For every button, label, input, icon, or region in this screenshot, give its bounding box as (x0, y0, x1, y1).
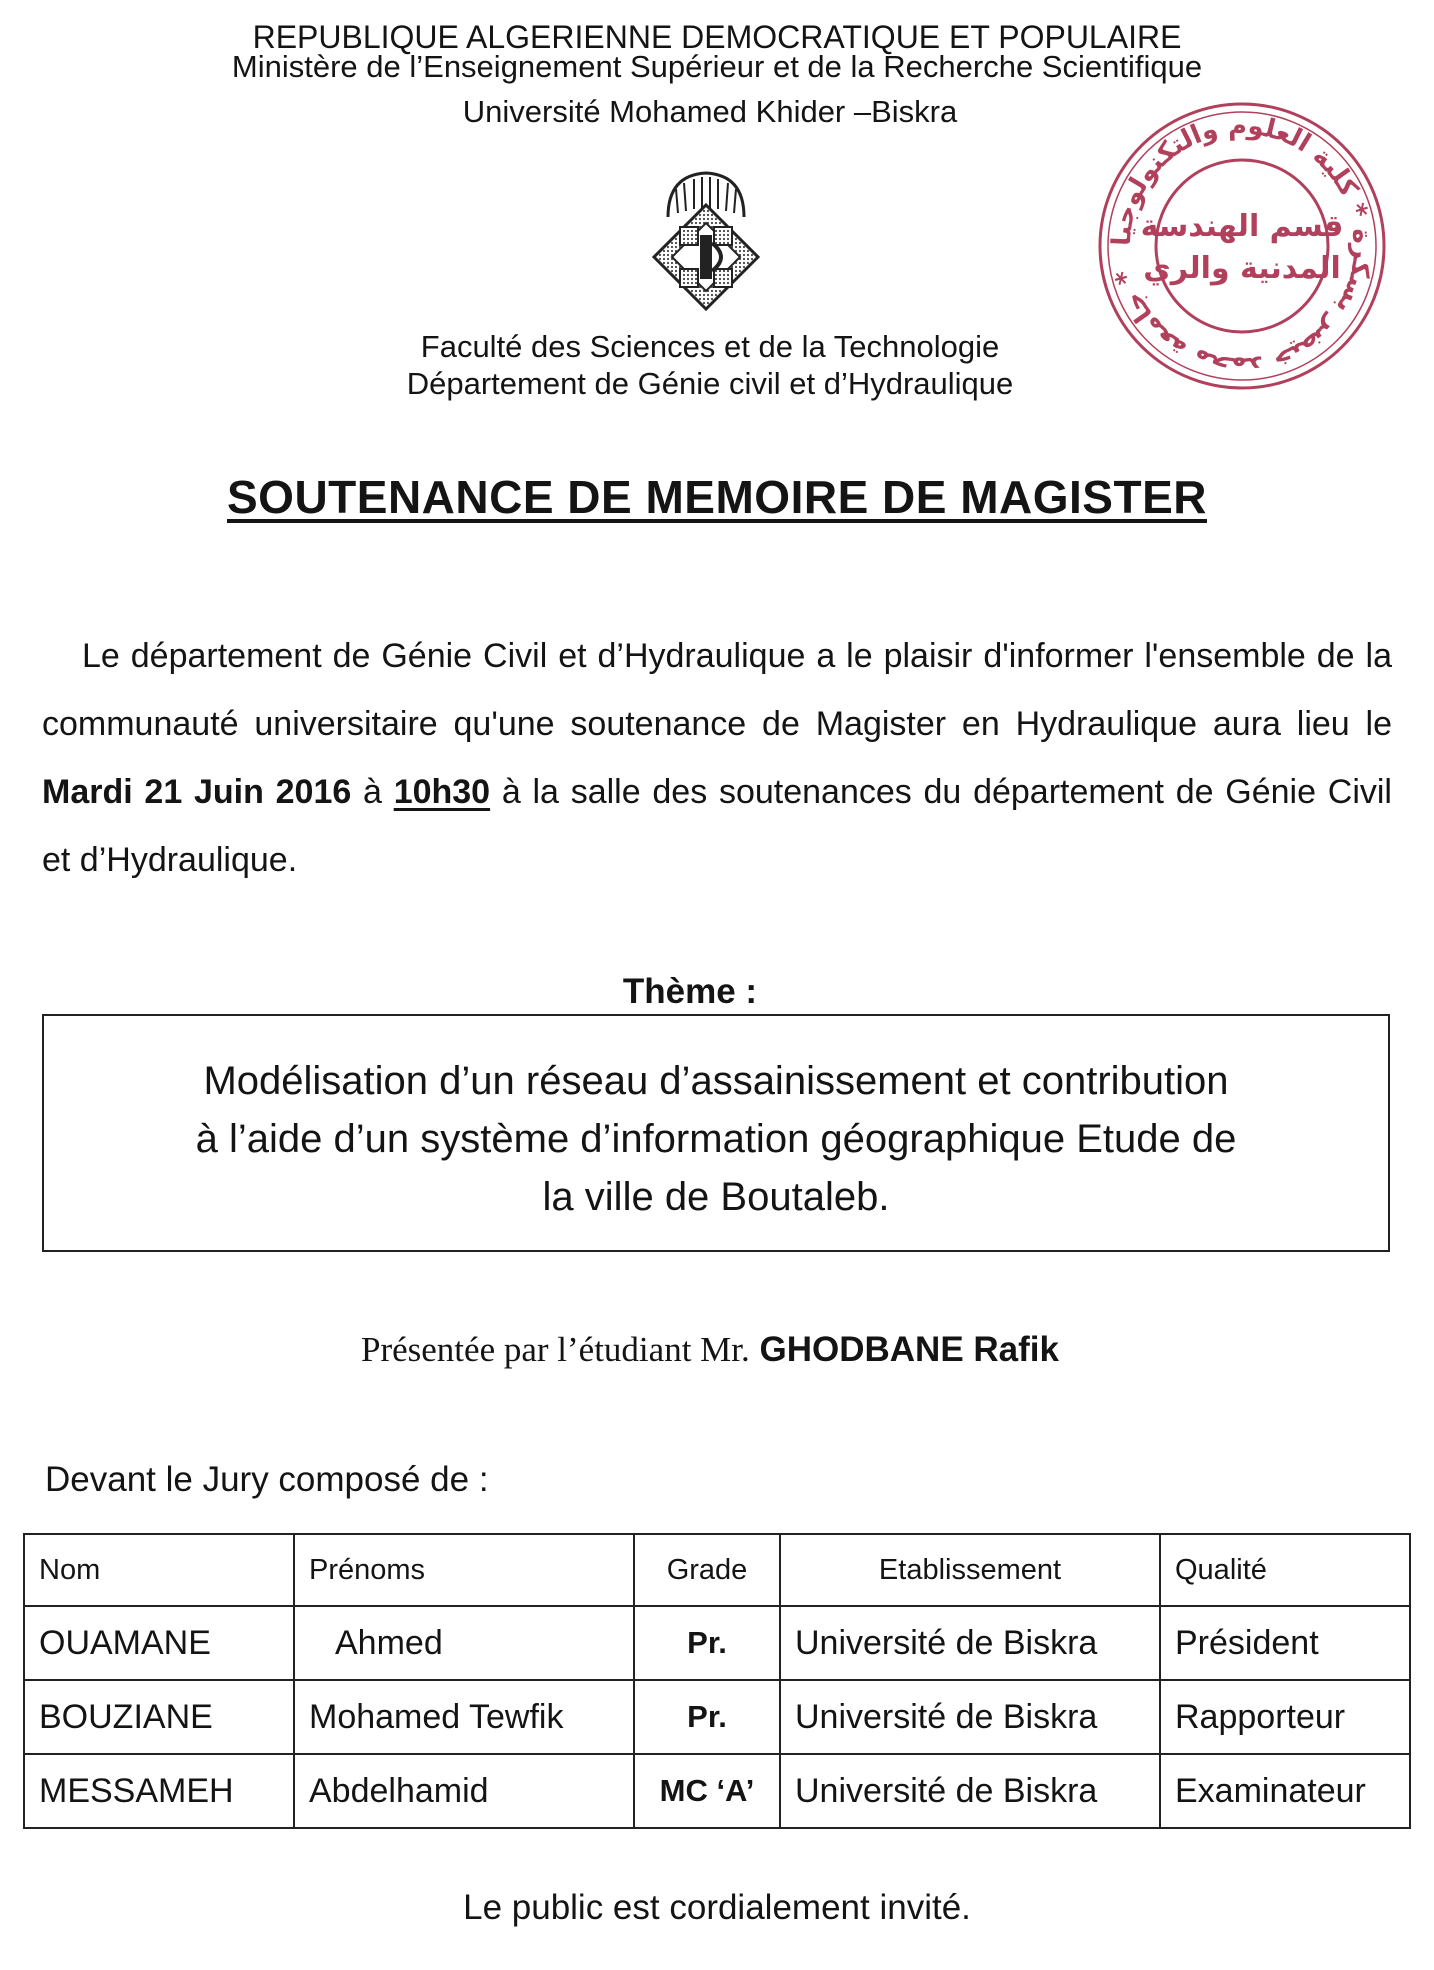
header-republic: REPUBLIQUE ALGERIENNE DEMOCRATIQUE ET POPULAIRE (252, 19, 1182, 55)
table-row (24, 1754, 1410, 1828)
theme-text (44, 1052, 1388, 1226)
header-etablissement: Etablissement (780, 1534, 1160, 1606)
announcement-paragraph (42, 622, 1392, 894)
jury-etablissement: Université de Biskra (780, 1754, 1160, 1828)
presented-prefix: Présentée par l’étudiant Mr. (361, 1330, 750, 1369)
theme-line-3: la ville de Boutaleb. (542, 1175, 890, 1219)
announcement-text-1: Le département de Génie Civil et d’Hydraulique a le plaisir d'informer l'ensemble de la communauté universitaire qu'une soutenance de Magister en Hydraulique aura lieu le (42, 637, 1392, 743)
jury-qualite: Examinateur (1160, 1754, 1410, 1828)
header-prenoms: Prénoms (294, 1534, 634, 1606)
jury-prenoms: Mohamed Tewfik (294, 1680, 634, 1754)
header-qualite: Qualité (1160, 1534, 1410, 1606)
jury-grade: Pr. (634, 1606, 780, 1680)
svg-text:جامعة محمد خيضر بسكرة * كلية ا (1107, 111, 1377, 381)
jury-grade: MC ‘A’ (634, 1754, 780, 1828)
stamp-ring-text: جامعة محمد خيضر بسكرة * كلية العلوم والتكنولوجيا * (1106, 110, 1378, 382)
defense-time: 10h30 (393, 773, 491, 811)
announcement-text-2: à (351, 773, 394, 811)
header-grade: Grade (634, 1534, 780, 1606)
stamp-center-line1: قسم الهندسة (1140, 209, 1344, 244)
header-ministry: Ministère de l’Enseignement Supérieur et de la Recherche Scientifique (231, 49, 1203, 84)
jury-nom: MESSAMEH (24, 1754, 294, 1828)
jury-intro: Devant le Jury composé de : (45, 1460, 489, 1499)
jury-qualite: Rapporteur (1160, 1680, 1410, 1754)
jury-prenoms: Abdelhamid (294, 1754, 634, 1828)
department-name: Département de Génie civil et d’Hydraulique (406, 366, 1014, 401)
jury-header-row (24, 1534, 1410, 1606)
faculty-name: Faculté des Sciences et de la Technologie (420, 329, 1000, 364)
jury-table (23, 1533, 1411, 1829)
jury-nom: BOUZIANE (24, 1680, 294, 1754)
theme-line-2: à l’aide d’un système d’information géographique Etude de (195, 1117, 1237, 1161)
presented-by (0, 1330, 1420, 1370)
table-row (24, 1680, 1410, 1754)
theme-label: Thème : (622, 972, 758, 1011)
student-name: GHODBANE Rafik (759, 1330, 1059, 1369)
table-row (24, 1606, 1410, 1680)
university-logo-icon (650, 165, 762, 315)
jury-nom: OUAMANE (24, 1606, 294, 1680)
jury-grade: Pr. (634, 1680, 780, 1754)
jury-prenoms: Ahmed (294, 1606, 634, 1680)
header-university: Université Mohamed Khider –Biskra (462, 94, 958, 129)
document-title: SOUTENANCE DE MEMOIRE DE MAGISTER (226, 471, 1207, 523)
theme-line-1: Modélisation d’un réseau d’assainissement et contribution (203, 1059, 1229, 1103)
jury-etablissement: Université de Biskra (780, 1606, 1160, 1680)
defense-date: Mardi 21 Juin 2016 (42, 773, 352, 811)
header-nom: Nom (24, 1534, 294, 1606)
jury-qualite: Président (1160, 1606, 1410, 1680)
theme-box (42, 1014, 1390, 1252)
stamp-center-line2: المدنية والري (1143, 251, 1341, 286)
announcement-text-3: à la salle des soutenances du département de Génie Civil et d’Hydraulique. (42, 773, 1392, 879)
jury-etablissement: Université de Biskra (780, 1680, 1160, 1754)
closing-invitation: Le public est cordialement invité. (463, 1888, 971, 1927)
department-stamp-icon (1092, 96, 1392, 396)
